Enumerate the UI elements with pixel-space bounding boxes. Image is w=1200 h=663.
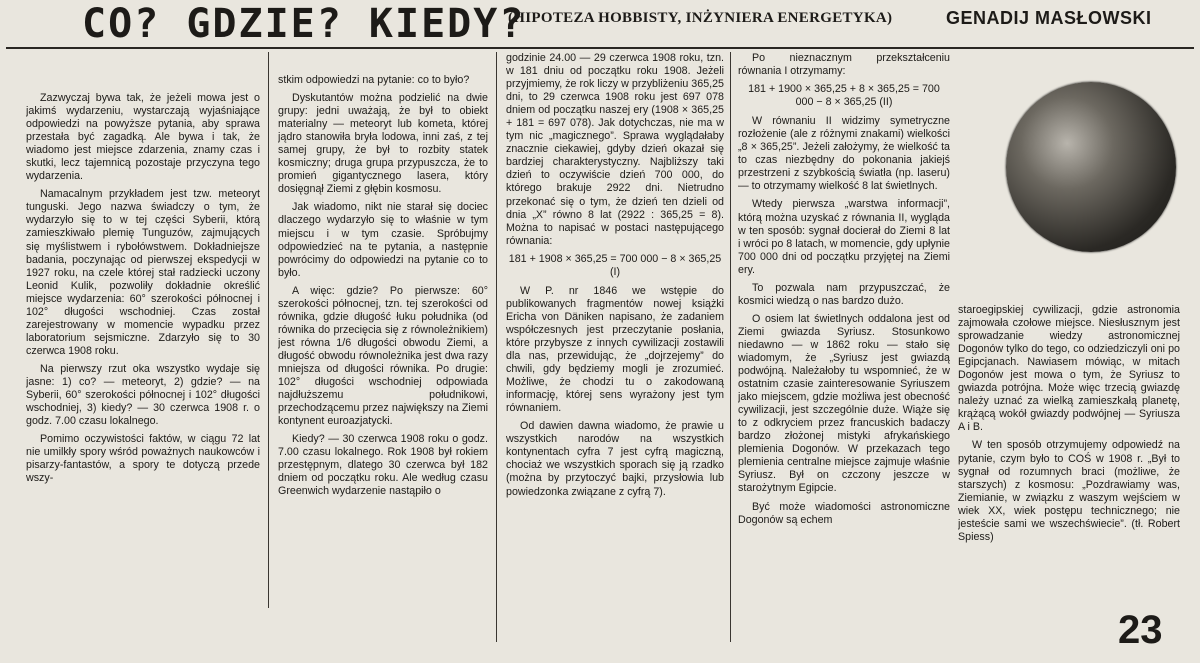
text-column-2 (278, 74, 488, 642)
column-divider (730, 52, 731, 642)
header-rule (6, 47, 1194, 49)
equation-1: 181 + 1908 × 365,25 = 700 000 − 8 × 365,25 (I) (508, 252, 722, 278)
paragraph: Dyskutantów można podzielić na dwie grupy: jedni uważają, że był to obiekt materialny — meteoryt lub kometa, której jądro stanowiła bryła lodowa, inni zaś, z tej samej grupy, że był to rozbity statek kosmiczny; druga grupa przypuszcza, że to promień gigantycznego lasera, który dosięgnął Ziemi z głębin kosmosu. (278, 92, 488, 196)
paragraph: Od dawien dawna wiadomo, że prawie u wszystkich narodów na wszystkich kontynentach cyfra 7 jest cyfrą magiczną, chociaż we wszystkich sporach się ją rzadko (można by przytoczyć bajki, przysłowia lub powiedzonka związane z cyfrą 7). (506, 420, 724, 498)
paragraph: Na pierwszy rzut oka wszystko wydaje się jasne: 1) co? — meteoryt, 2) gdzie? — na Syberii, 60° szerokości północnej i 102° długości wschodniej, 3) kiedy? — 30 czerwca 1908 r. o godz. 7.00 czasu lokalnego. (26, 362, 260, 428)
paragraph: staroegipskiej cywilizacji, gdzie astronomia zajmowała czołowe miejsce. Niesłusznym jest sprowadzanie wiedzy astronomicznej Dogonów tylko do tego, co odziedziczyli oni po Egipcjanach. Nawiasem mówiąc, w mitach Dogonów jest mowa o tym, że Syriusz to gwiazda potrójna. Może więc trzecią gwiazdę należy uznać za wielką zamieszkałą planetę, krążącą wokół gwiazdy podwójnej — Syriusza A i B. (958, 304, 1180, 434)
article-author: GENADIJ MASŁOWSKI (946, 8, 1152, 28)
article-subtitle: (HIPOTEZA HOBBISTY, INŻYNIERA ENERGETYKA) (508, 10, 893, 26)
paragraph: Kiedy? — 30 czerwca 1908 roku o godz. 7.00 czasu lokalnego. Rok 1908 był rokiem przestępnym, dlatego 30 czerwca był 182 dniem od początku roku. Ale według czasu Greenwich wydarzenie nastąpiło o (278, 433, 488, 498)
equation-2: 181 + 1900 × 365,25 + 8 × 365,25 = 700 000 − 8 × 365,25 (II) (748, 83, 940, 109)
text-column-3 (506, 52, 724, 642)
page-number: 23 (1118, 608, 1163, 652)
text-column-4 (738, 52, 950, 642)
article-title: CO? GDZIE? KIEDY? (82, 1, 526, 47)
column-divider (268, 52, 269, 608)
paragraph: godzinie 24.00 — 29 czerwca 1908 roku, tzn. w 181 dniu od początku roku 1908. Jeżeli przyjmiemy, że rok liczy w przybliżeniu 365,25 dni, to 29 czerwca 1908 roku jest 697 078 dniem od początku naszej ery (1908 × 365,25 + 181 = 697 078). Jak dotychczas, nie ma w tym nic „magicznego”. Sprawa wyglądałaby znacznie ciekawiej, gdyby dzień okazał się bardziej charakterystyczny. Najbliższy taki dzień to oczywiście dzień 700 000, do którego brakuje 2922 dni. Nietrudno przekonać się o tym, że dzień ten dzieli od dnia „X” równo 8 lat (2922 : 365,25 = 8). Można to napisać w postaci następującego równania: (506, 52, 724, 247)
article-header (0, 0, 1200, 46)
paragraph: stkim odpowiedzi na pytanie: co to było? (278, 74, 470, 86)
paragraph: Być może wiadomości astronomiczne Dogonów są echem (738, 500, 950, 526)
dark-sphere-illustration (1006, 82, 1176, 252)
column-divider (496, 52, 497, 642)
paragraph: Jak wiadomo, nikt nie starał się dociec dlaczego wydarzyło się to właśnie w tym miejscu i w tym czasie. Spróbujmy odpowiedzieć na te pytania, a następnie powrócimy do odpowiedzi na pytanie co to było. (278, 201, 488, 279)
text-column-5 (958, 304, 1180, 644)
paragraph: W ten sposób otrzymujemy odpowiedź na pytanie, czym było to COŚ w 1908 r. „Był to sygnał od rozumnych braci (możliwe, że starszych) z kosmosu: „Pozdrawiamy was, Ziemianie, w związku z waszym wejściem w wiek XX, wiek postępu technicznego; nie jesteście sami we wszechświecie”. (tł. Robert Spiess) (958, 439, 1180, 543)
paragraph: Po nieznacznym przekształceniu równania I otrzymamy: (738, 52, 950, 78)
paragraph: Pomimo oczywistości faktów, w ciągu 72 lat nie umilkły spory wśród poważnych naukowców i pisarzy-fantastów, a spory te dotyczą przede wszy- (26, 433, 260, 485)
paragraph: A więc: gdzie? Po pierwsze: 60° szerokości północnej, tzn. tej szerokości od równika, gdzie długość łuku południka (od równika do przecięcia się z równoleżnikiem) jest równa 1/6 długości obwodu Ziemi, a długość obwodu równoleżnika jest dwa razy mniejsza od długości równika. Po drugie: 102° długości wschodniej odpowiada najdłuższemu południkowi, przechodzącemu przez największy na Ziemi kontynent euroazjatycki. (278, 284, 488, 428)
paragraph: Zazwyczaj bywa tak, że jeżeli mowa jest o jakimś wydarzeniu, wystarczają wyjaśniające odpowiedzi na powyższe pytania, aby sprawa przestała być zagadką. Ale bywa i tak, że wiadomo jest miejsce zdarzenia, znamy czas i skutki, lecz tajemnicą pozostaje przyczyna tego wydarzenia. (26, 92, 260, 183)
paragraph: Namacalnym przykładem jest tzw. meteoryt tunguski. Jego nazwa świadczy o tym, że wydarzyło się to w tej części Syberii, którą zamieszkiwało plemię Tunguzów, zajmujących się myślistwem i rybołówstwem. Dokładniejsze badania, poczynając od pierwszej ekspedycji w 1927 roku, na czele której stał radziecki uczony Leonid Kulik, pozwoliły dokładnie określić miejsce wydarzenia: 60° szerokości północnej i 102° długości wschodniej. Czas został zarejestrowany w momencie wypadku przez laboratorium sejsmiczne. Zdarzyło się to 30 czerwca 1908 roku. (26, 188, 260, 357)
paragraph: O osiem lat świetlnych oddalona jest od Ziemi gwiazda Syriusz. Stosunkowo niedawno — w 1862 roku — stało się wiadomym, że „Syriusz jest gwiazdą podwójną. Należałoby tu wspomnieć, że w ostatnim czasie zainteresowanie Syriuszem jako miejscem, gdzie możliwa jest obecność cywilizacji, jest szczególnie duże. Wiąże się to z odkryciem przez francuskich badaczy bardzo złożonej mistyki afrykańskiego plemienia Dogonów. W przekazach tego plemienia centralne miejsce zajmuje właśnie Syriusz. Był on czczony jeszcze w starożytnym Egipcie. (738, 312, 950, 495)
paragraph: W P. nr 1846 we wstępie do publikowanych fragmentów nowej książki Ericha von Däniken napisano, że zadaniem współczesnych jest przeczytanie posłania, które przybysze z innych cywilizacji zostawili dla nas, przewidując, że „dojrzejemy” do chwili, gdy będziemy mogli je zrozumieć. Możliwe, że chodzi tu o zakodowaną informację, której sens wyrażony jest tym równaniem. (506, 284, 724, 415)
text-column-1 (26, 92, 260, 612)
paragraph: W równaniu II widzimy symetryczne rozłożenie (ale z różnymi znakami) wielkości „8 × 365,25”. Jeżeli założymy, że wielkość ta to czas niezbędny do pokonania jakiejś przestrzeni z szybkością światła (np. laseru) — to otrzymamy wielkość 8 lat świetlnych. (738, 115, 950, 193)
paragraph: To pozwala nam przypuszczać, że kosmici wiedzą o nas bardzo dużo. (738, 281, 950, 307)
paragraph: Wtedy pierwsza „warstwa informacji”, którą można uzyskać z równania II, wygląda w ten sposób: sygnał docierał do Ziemi 8 lat i wróci po 8 latach, w momencie, gdy upłynie 700 000 dni od początku przyjętej na Ziemi ery. (738, 198, 950, 276)
